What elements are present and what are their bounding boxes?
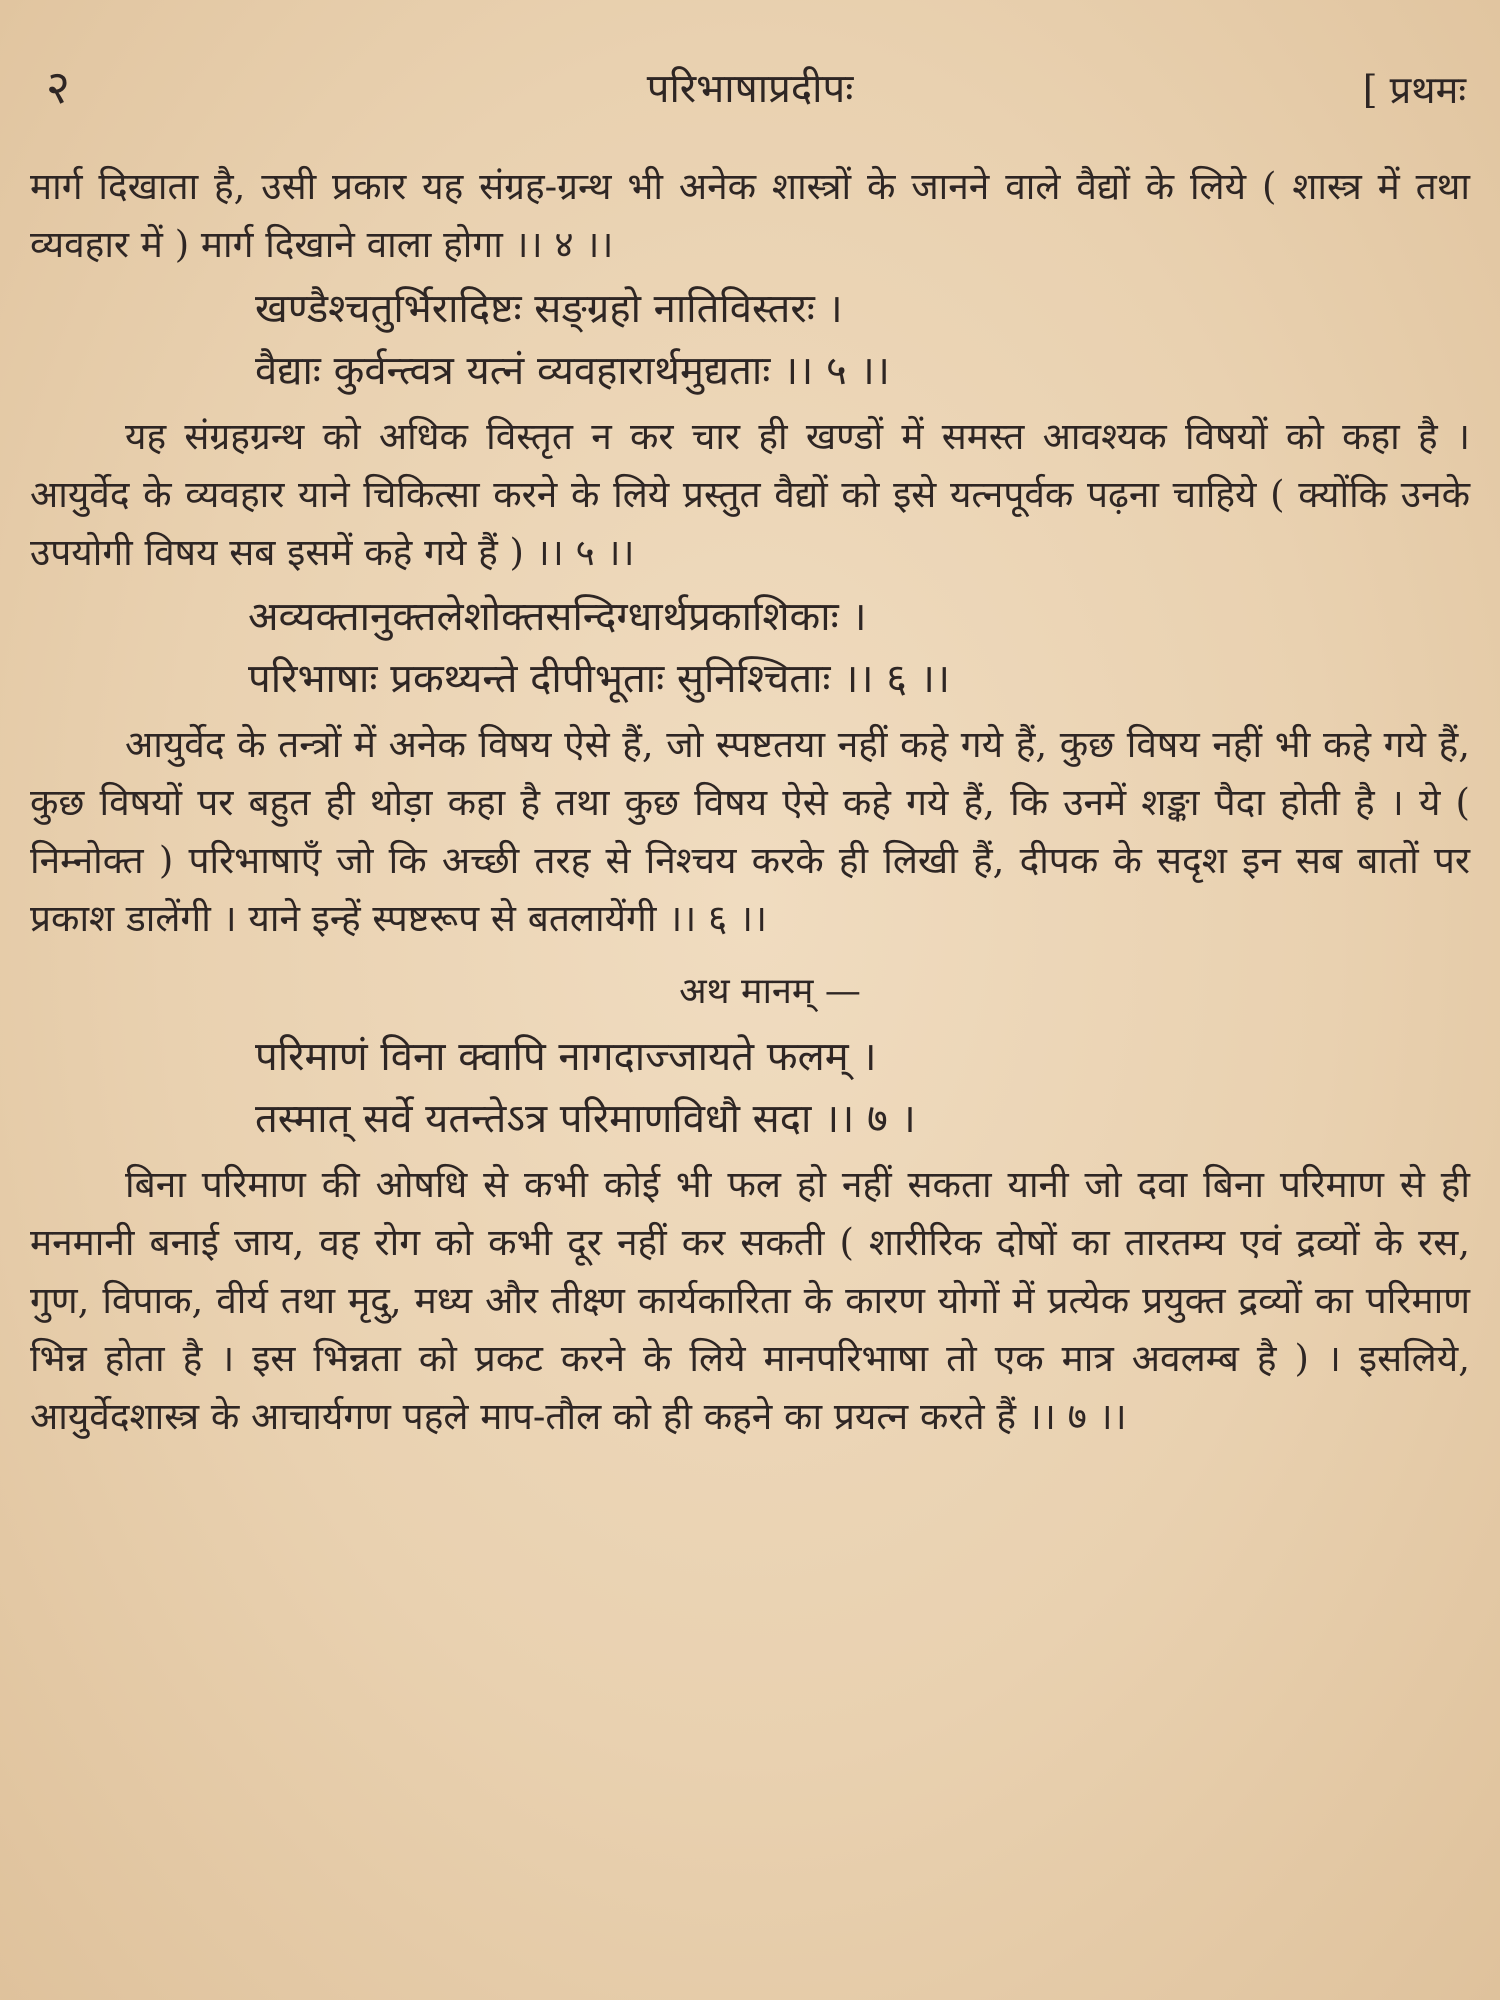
running-title: परिभाषाप्रदीपः (646, 66, 854, 112)
page-number: २ (46, 60, 70, 114)
verse-7-line-1: परिमाणं विना क्वापि नागदाज्जायते फलम् । (255, 1034, 877, 1080)
verse-5-line-2: वैद्याः कुर्वन्त्वत्र यत्नं व्यवहारार्थमुद्यताः ।। ५ ।। (255, 348, 890, 394)
commentary-5: यह संग्रहग्रन्थ को अधिक विस्तृत न कर चार ही खण्डों में समस्त आवश्यक विषयों को कहा है । आयुर्वेद के व्यवहार याने चिकित्सा करने के लिये प्रस्तुत वैद्यों को इसे यत्नपूर्वक पढ़ना चाहिये ( क्योंकि उनके उपयोगी विषय सब इसमें कहे गये हैं ) ।। ५ ।। (30, 415, 1470, 574)
paragraph-continuation: मार्ग दिखाता है, उसी प्रकार यह संग्रह-ग्रन्थ भी अनेक शास्त्रों के जानने वाले वैद्यों के लिये ( शास्त्र में तथा व्यवहार में ) मार्ग दिखाने वाला होगा ।। ४ ।। (30, 165, 1470, 266)
section-heading: अथ मानम् — (679, 971, 861, 1012)
verse-5-line-1: खण्डैश्चतुर्भिरादिष्टः सङ्ग्रहो नातिविस्तरः । (255, 286, 843, 332)
verse-6-line-2: परिभाषाः प्रकथ्यन्ते दीपीभूताः सुनिश्चिताः ।। ६ ।। (248, 656, 951, 702)
commentary-6: आयुर्वेद के तन्त्रों में अनेक विषय ऐसे हैं, जो स्पष्टतया नहीं कहे गये हैं, कुछ विषय नहीं भी कहे गये हैं, कुछ विषयों पर बहुत ही थोड़ा कहा है तथा कुछ विषय ऐसे कहे गये हैं, कि उनमें शङ्का पैदा होती है । ये ( निम्नोक्त ) परिभाषाएँ जो कि अच्छी तरह से निश्चय करके ही लिखी हैं, दीपक के सदृश इन सब बातों पर प्रकाश डालेंगी । याने इन्हें स्पष्टरूप से बतलायेंगी ।। ६ ।। (30, 723, 1470, 940)
verse-5 (30, 278, 1470, 402)
section-marker: [ प्रथमः (1362, 68, 1466, 112)
verse-6 (30, 586, 1470, 710)
commentary-7: बिना परिमाण की ओषधि से कभी कोई भी फल हो नहीं सकता यानी जो दवा बिना परिमाण से ही मनमानी बनाई जाय, वह रोग को कभी दूर नहीं कर सकती ( शारीरिक दोषों का तारतम्य एवं द्रव्यों के रस, गुण, विपाक, वीर्य तथा मृदु, मध्य और तीक्ष्ण कार्यकारिता के कारण योगों में प्रत्येक प्रयुक्त द्रव्यों का परिमाण भिन्न होता है । इस भिन्नता को प्रकट करने के लिये मानपरिभाषा तो एक मात्र अवलम्ब है ) । इसलिये, आयुर्वेदशास्त्र के आचार्यगण पहले माप-तौल को ही कहने का प्रयत्न करते हैं ।। ७ ।। (30, 1163, 1470, 1438)
page-header (0, 0, 1500, 120)
verse-6-line-1: अव्यक्तानुक्तलेशोक्तसन्दिग्धार्थप्रकाशिकाः । (248, 594, 867, 640)
verse-7-line-2: तस्मात् सर्वे यतन्तेऽत्र परिमाणविधौ सदा ।। ७ । (255, 1096, 916, 1142)
page-body (30, 158, 1470, 1446)
verse-7 (30, 1026, 1470, 1150)
